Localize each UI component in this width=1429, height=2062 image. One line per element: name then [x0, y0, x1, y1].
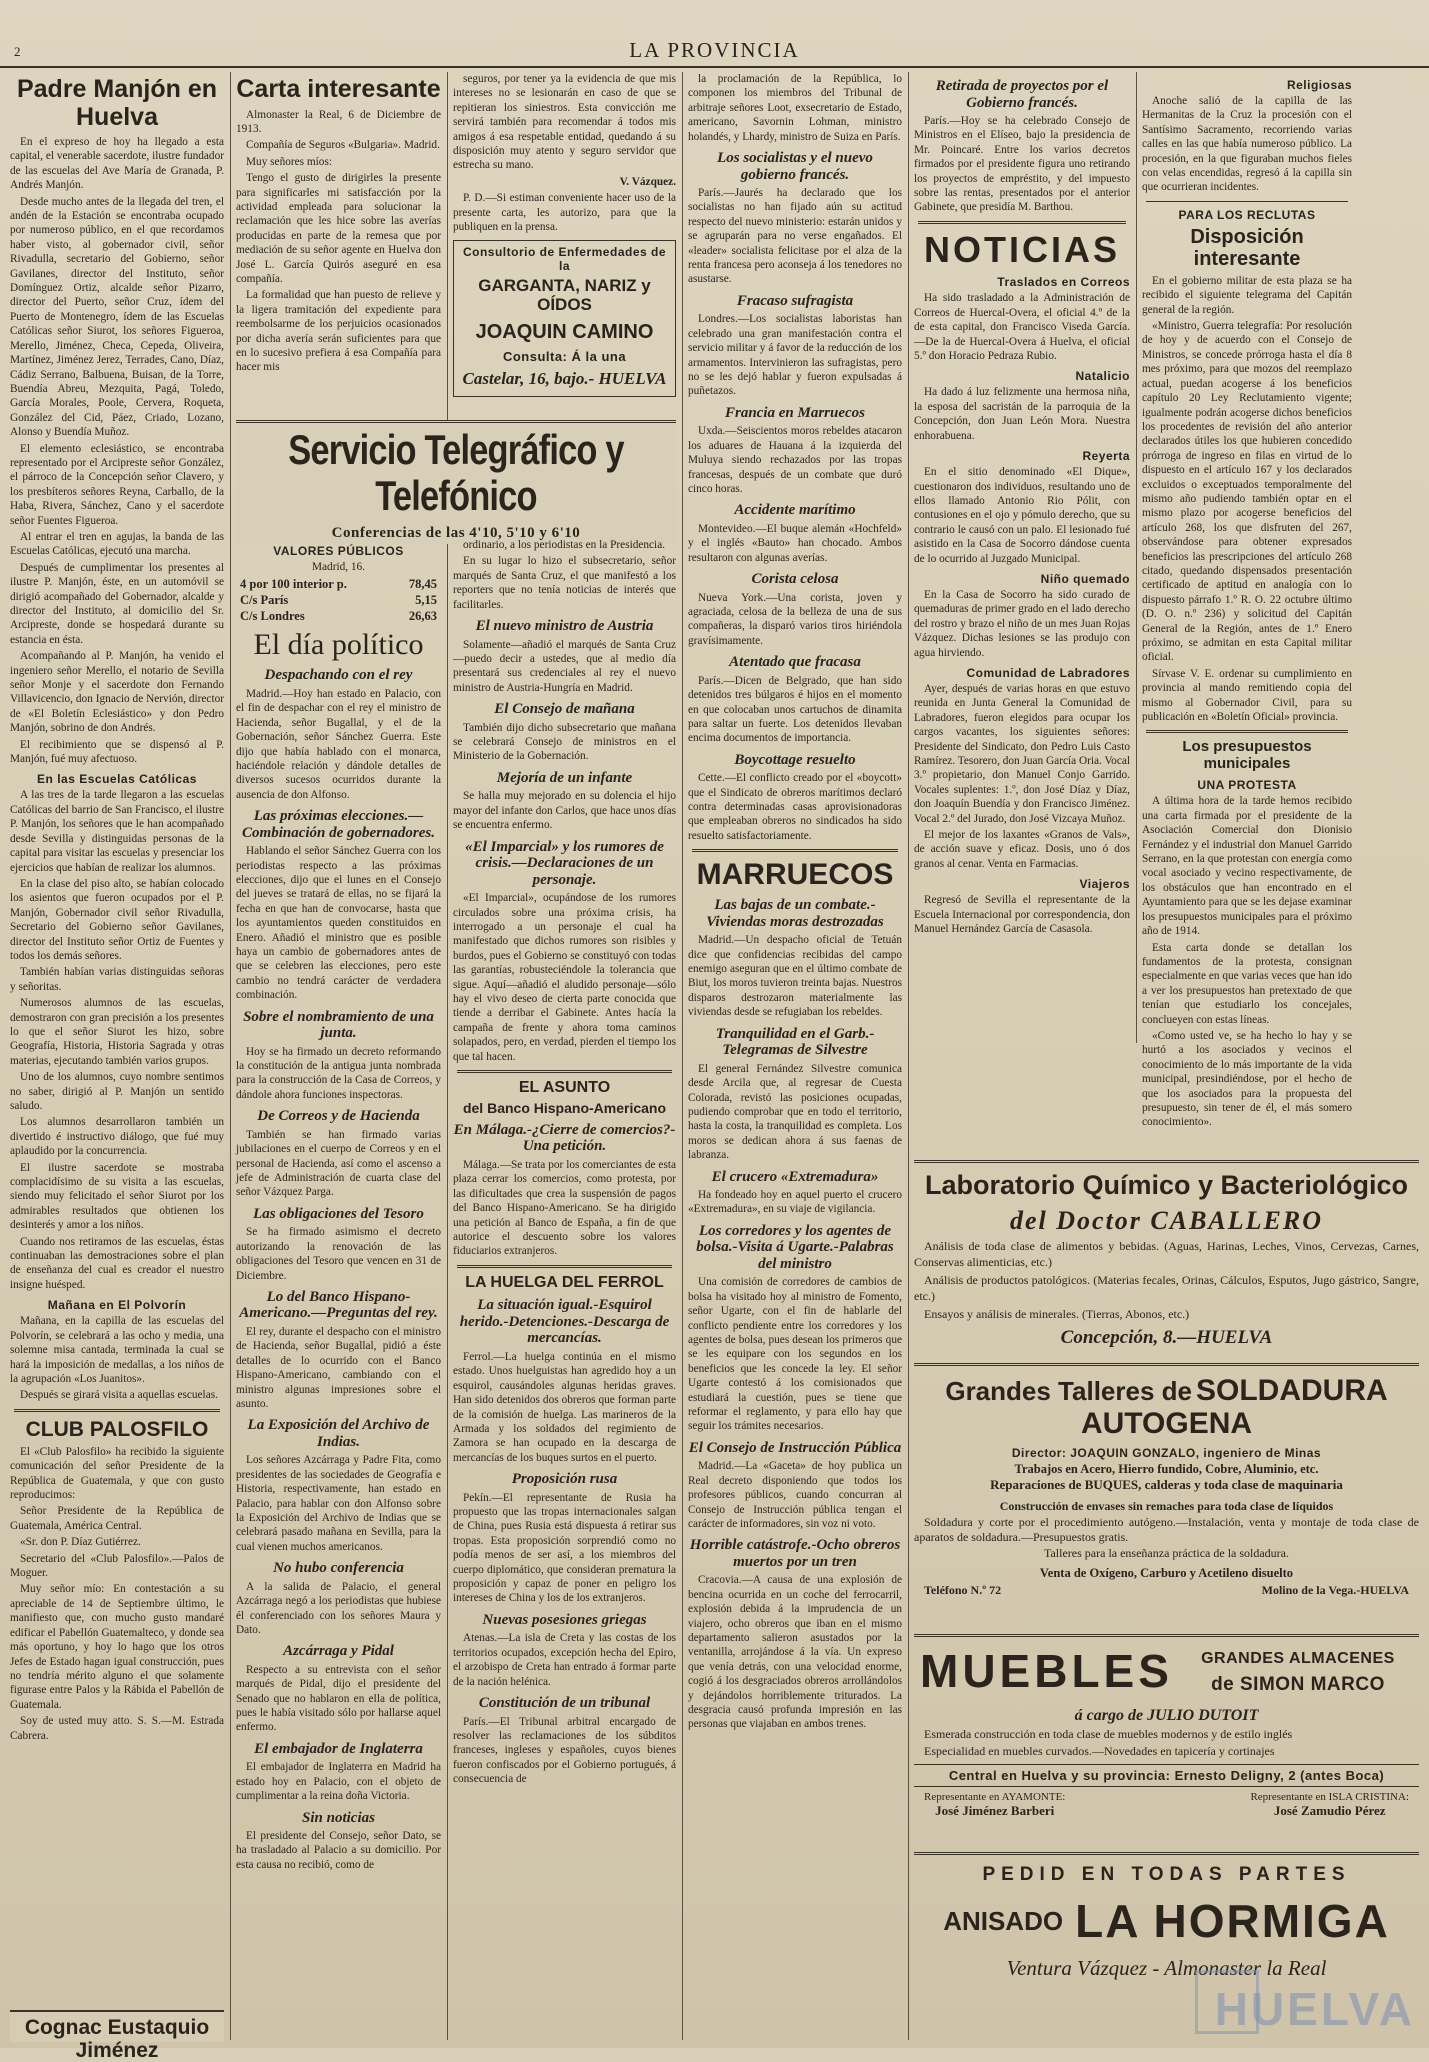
column-6 [1142, 72, 1352, 1129]
carta-cont: seguros, por tener ya la evidencia de que mis intereses no se lesionarán en caso de que se repitieran los siniestros. Esta convicción me servirá también para recomendar á todos mis amigos á esa respetable entidad, quedando á su disposición muy atento y seguro servidor que estrecha su mano. [453, 73, 676, 172]
section-heading: El crucero «Extremadura» [711, 1168, 879, 1185]
section-heading: La Exposición del Archivo de Indias. [247, 1417, 430, 1450]
paragraph: ordinario, a los periodistas en la Presidencia. [463, 539, 666, 551]
section-text: Hoy se ha firmado un decreto reformando la constitución de la antigua junta nombrada para la construcción de la Casa de Correos, y dándole ahora funciones inspectoras. [236, 1045, 441, 1101]
section-heading: El nuevo ministro de Austria [475, 618, 654, 635]
asunto-sub: del Banco Hispano-Americano [462, 1099, 667, 1116]
headline-carta: Carta interesante [236, 75, 441, 103]
section-text: Hablando el señor Sánchez Guerra con los periodistas respecto a las próximas elecciones, dijo que el lunes en el Consejo del jueves se tratará de ellas, no se fijará la fecha en que han de convocarse, hasta que los ayuntamientos queden constituidos en Enero. Añadió el ministro que es posible haya un cambio de gobernadores antes de que se celebren las elecciones, pero este cambio no tendrá carácter de verdadera combinación. [236, 845, 441, 1002]
section-heading: Tranquilidad en el Garb.-Telegramas de Silvestre [715, 1025, 875, 1059]
paragraph: En el expreso de hoy ha llegado a esta capital, el venerable sacerdote, ilustre fundador de las escuelas del Ave María de Granada, P. Andrés Manjón. [10, 136, 224, 192]
paragraph: Desde mucho antes de la llegada del tren, el andén de la Estación se encontraba ocupado por numeroso público, en el que recordamos haber visto, al gobernador civil, señor Rivadulla, secretario del Gobierno, señor Gavilanes, director del Instituto, señor Domínguez Ortiz, alcalde señor Pizarro, director del Puerto, señor Cruz, ídem del Puerto de Montenegro, ídem de las Escuelas Católicas señor Siurot, los señores Figueroa, Merello, Jiménez, Checa, Cepeda, Oliveira, Martínez, Jiménez Jerez, Terrades, Cano, Díaz, Cádiz Serrano, Balbuena, Buisan, de la Torre, Buendía Abreu, Mezquita, Pagá, Toledo, García Morales, Poole, Cervera, Roqueta, González del Cid, Páez, Criado, Lozano, Alonso y Buendía Muñoz. [10, 195, 224, 439]
section-heading: Atentado que fracasa [729, 654, 861, 671]
valores-row: C/s Londres 26,63 [240, 609, 437, 624]
section-heading: Lo del Banco Hispano-Americano.—Preguntas del rey. [239, 1288, 438, 1322]
reclutas-title: Disposición interesante [1190, 225, 1304, 270]
section-text: Se halla muy mejorado en su dolencia el hijo mayor del infante don Carlos, que hace unos días se encuentra enfermo. [453, 790, 676, 832]
section-heading: Azcárraga y Pidal [283, 1643, 394, 1660]
page-number: 2 [14, 44, 21, 59]
section-text: Cette.—El conflicto creado por el «boycott» que el Sindicato de obreros marítimos declaró contra determinadas casas aprovisionadoras que empleaban obreros no sindicados ha sido resuelto satisfactoriamente. [688, 772, 902, 842]
section-text: También se han firmado varias jubilaciones en el cuerpo de Correos y en el personal de Hacienda, así como el ascenso a jefe de Administración de cuarta clase del señor Vázquez Parga. [236, 1128, 441, 1199]
sub-polvorin: Mañana en El Polvorín [47, 1298, 187, 1313]
ad-laboratorio: Laboratorio Químico y Bacteriológico del Doctor CABALLERO Análisis de toda clase de alimentos y bebidas. (Aguas, Harinas, Leches, Vinos, Cervezas, Carnes, Conservas alimenticias, etc.) Análisis de productos patológicos. (Materias fecales, Orinas, Cálculos, Esputos, Jugo gástrico, Sangre, etc.) Ensayos y análisis de minerales. (Tierras, Abonos, etc.) Concepción, 8.—HUELVA [914, 1160, 1419, 1366]
section-text: Málaga.—Se trata por los comerciantes de esta plaza cerrar los comercios, como protesta, por las dificultades que crea la suspensión de pagos del Banco Hispano-Americano. Se ha dirigido una petición al Banco de España, a fin de que autorice el descuento sobre los valores fiduciarios extranjeros. [453, 1158, 676, 1258]
column-5 [914, 72, 1130, 1038]
section-heading: Nuevas posesiones griegas [482, 1611, 647, 1628]
paragraph: Esta carta donde se detallan los fundamentos de la protesta, consignan especialmente en que varias veces que han ido a ver los presupuestos han pretextado de que tenían que estudiarlo los concejales, conclueyen con estas líneas. [1142, 941, 1352, 1026]
section-heading: Las próximas elecciones.—Combinación de gobernadores. [242, 808, 435, 841]
paragraph: Numerosos alumnos de las escuelas, demostraron con gran precisión a los presentes lo que el señor Siurot les hizo, sobre Geografía, Historia, Historia Sagrada y otras materias, ejecutando también varios grupos. [10, 997, 224, 1067]
paragraph: Compañía de Seguros «Bulgaria». Madrid. [246, 139, 440, 152]
section-text: Uxda.—Seiscientos moros rebeldes atacaron los aduares de Hauana á la izquierda del Muluya siendo rechazados por las tropas francesas, después de un combate que duró cinco horas. [688, 425, 902, 495]
paragraph: Después de cumplimentar los presentes al ilustre P. Manjón, éste, en un automóvil se dirigió acompañado del Gobernador, alcalde y director del Instituto, al domicilio del Sr. Arcipreste, donde se hospedará durante su estancia en ésta. [10, 561, 224, 646]
section-heading: «El Imparcial» y los rumores de crisis.—Declaraciones de un personaje. [465, 838, 664, 888]
paragraph: Secretario del «Club Palosfilo».—Palos de Moguer. [10, 1552, 224, 1580]
section-text: El general Fernández Silvestre comunica desde Arcila que, al regresar de Cuesta Colorada, revistó las posiciones ocupadas, pudiendo comprobar que en todo el territorio, hasta la costa, la tranquilidad es completa. Los moros se dedican ahora á sus faenas de labranza. [688, 1062, 902, 1162]
section-text: Madrid.—Un despacho oficial de Tetuán dice que confidencias recibidas del campo enemigo aseguran que en el último combate de Biut, los moros tuvieron treinta bajas. Nuestros disparos destrozaron materialmente las viviendas desde se refugiaban los rebeldes. [688, 934, 902, 1019]
section-text: Los señores Azcárraga y Padre Fita, como presidentes de las sociedades de Geografía e Historia, respectivamente, han estado en Palacio, para hablar con don Alfonso sobre la Exposición del Archivo de Indias que se celebrará pasado mañana en Sevilla, para la cual vienen muchos americanos. [236, 1454, 441, 1553]
section-heading: Sin noticias [302, 1809, 375, 1826]
section-heading: Las obligaciones del Tesoro [253, 1205, 424, 1222]
paragraph: A las tres de la tarde llegaron a las escuelas Católicas del barrio de San Francisco, el ilustre P. Manjón, los señores que le han acompañado desde Sevilla y distinguidas personas de la capital para visitar las escuelas y presenciar los ejercicios que habían de realizar los alumnos. [10, 789, 224, 874]
section-heading: En Málaga.-¿Cierre de comercios?-Una petición. [453, 1121, 676, 1155]
noticia-heading: Viajeros [1079, 877, 1130, 892]
section-heading: Constitución de un tribunal [478, 1695, 651, 1712]
religiosas-head: Religiosas [1286, 78, 1352, 92]
paragraph: Muy señor mío: En contestación a su apreciable de 14 de Septiembre último, le manifiesto que, con mucho gusto mandaré edificar el Pabellón Guatemalteco, y donde sea más oportuno, y hoy lo hago que los otros Jefes de Estado hagan igual construcción, pues no tendría mérito alguno el que solamente figurase entre Palos y la Rábida el Pabellón de Guatemala. [10, 1583, 224, 1711]
section-text: París.—El Tribunal arbitral encargado de resolver las reclamaciones de los súbditos franceses, ingleses y españoles, cuyos bienes fueron confiscados por el Gobierno portugués, á consecuencia de [453, 1715, 676, 1786]
ad-muebles: MUEBLES GRANDES ALMACENES de SIMON MARCO á cargo de JULIO DUTOIT Esmerada construcción en toda clase de muebles modernos y de estilo inglés Especialidad en muebles curvados.—Novedades en tapicería y cortinajes Central en Huelva y su provincia: Ernesto Deligny, 2 (antes Boca) Representante en AYAMONTE: José Jiménez Barberi Representante en ISLA CRISTINA: José Zamudio Pérez [914, 1642, 1419, 1855]
section-heading: Corista celosa [751, 571, 839, 588]
section-heading: No hubo conferencia [273, 1560, 404, 1577]
carta-ps: P. D.—Si estiman conveniente hacer uso de la presente carta, les autorizo, para que la publiquen en la prensa. [453, 192, 676, 234]
noticia-text: El mejor de los laxantes «Granos de Vals», de acción suave y eficaz. Dosis, uno ó dos granos al cenar. Venta en Farmacias. [914, 829, 1130, 870]
ad-cognac: Cognac Eustaquio Jiménez [10, 2010, 224, 2042]
paragraph: Sírvase V. E. ordenar su cumplimiento en provincia al mando remitiendo copia del mismo al Gobernador Civil, para su publicación en «Boletín Oficial» provincia. [1142, 667, 1352, 724]
noticia-heading: Traslados en Correos [997, 275, 1130, 290]
retirada-head: Retirada de proyectos por el Gobierno francés. [935, 78, 1109, 111]
section-text: Montevideo.—El buque alemán «Hochfeld» y el inglés «Bauto» han chocado. Ambos resultaron con algunas averías. [688, 522, 902, 564]
valores-city: Madrid, 16. [311, 561, 366, 573]
noticia-heading: Natalicio [1075, 369, 1130, 384]
paragraph: «Como usted ve, se ha hecho lo hay y se hurtó a los asociados y vecinos el conocimiento de lo más importante de la vida municipal, presindiéndose, por el hecho de que los asociados para la propuesta del presupuesto, sin tener de él, el más somero conocimiento». [1142, 1029, 1352, 1129]
paragraph: Tengo el gusto de dirigirles la presente para significarles mi satisfacción por la actividad empleada para solucionar la reclamación que les hice sobre las averías producidas en parte de la remesa que por mediación de su señor agente en Huelva don José L. García Quirós aseguré en esa compañía. [236, 172, 441, 285]
newspaper-title: LA PROVINCIA [629, 38, 800, 62]
valores-title: VALORES PÚBLICOS [273, 544, 404, 558]
section-text: Se ha firmado asimismo el decreto autorizando la renovación de las obligaciones del Tesoro que vencen en 31 de Diciembre. [236, 1226, 441, 1282]
valores-row: 4 por 100 interior p. 78,45 [240, 577, 437, 592]
paragraph: Después se girará visita a aquellas escuelas. [20, 1389, 218, 1402]
section-text: Madrid.—Hoy han estado en Palacio, con el fin de despachar con el rey el ministro de Hacienda, señor Bugallal, y el de la Gobernación, señor Sánchez Guerra. Este dijo que había hablado con el monarca, haciéndole relación y dándole detalles de diversos sucesos ocurridos durante la ausencia de don Alfonso. [236, 687, 441, 801]
section-heading: Fracaso sufragista [736, 292, 854, 309]
archive-watermark: HUELVA [1214, 1983, 1415, 2035]
paragraph: La formalidad que han puesto de relieve y la ligera tramitación del expediente para reembolsarme de los perjuicios ocasionados por dicha avería serán suficientes para que en lo sucesivo prefiera á esa Compañía para hacer mis [236, 289, 441, 374]
section-heading: Los corredores y los agentes de bolsa.-Visita á Ugarte.-Palabras del ministro [696, 1222, 894, 1272]
ad-soldadura: Grandes Talleres de SOLDADURA AUTOGENA Director: JOAQUIN GONZALO, ingeniero de Minas Trabajos en Acero, Hierro fundido, Cobre, Aluminio, etc. Reparaciones de BUQUES, calderas y toda clase de maquinaria Construcción de envases sin remaches para toda clase de líquidos Soldadura y corte por el procedimiento autógeno.—Instalación, venta y montaje de toda clase de aparatos de soldadura.—Presupuestos gratis. Talleres para la enseñanza práctica de la soldadura. Venta de Oxígeno, Carburo y Acetileno disuelto Teléfono N.º 72 Molino de la Vega.-HUELVA [914, 1368, 1419, 1637]
section-text: Pekín.—El representante de Rusia ha propuesto que las tropas internacionales salgan de China, pues Rusia está dispuesta á retirar sus tropas. Esta proposición sorprendió como no podía menos de ser así, a los miembros del cuerpo diplomático, que consideran prematura la proposición y capaz de poner en peligro los intereses de China y los de los extranjeros. [453, 1491, 676, 1605]
section-heading: Proposición rusa [511, 1471, 618, 1488]
section-heading: Mejoría de un infante [496, 769, 633, 786]
section-text: París.—Jaurés ha declarado que los socialistas no han fijado aún su actitud respecto del nuevo ministerio: estarán unidos y se agruparán para no verse engañados. El «leader» socialista felicitase por el alza de la renta francesa pero aconseja á los tenedores no asustarse. [688, 187, 902, 286]
noticia-text: En el sitio denominado «El Dique», cuestionaron dos individuos, resultando uno de ellos llamado Antonio Rio Pólit, con contusiones en el ojo y pómulo derecho, que su contrario le causó con un palo. El lesionado fué asistido en la Casa de Socorro dándose cuenta de lo ocurrido al Juzgado Municipal. [914, 466, 1130, 565]
section-heading: Boycottage resuelto [734, 751, 856, 768]
paragraph: El elemento eclesiástico, se encontraba representado por el Arcipreste señor González, el párroco de la Concepción señor Clavero, y los presbíteros señores Reyna, Carballo, de la Haba, Rivera, Sánchez, Cano y el sacerdote señor Fuentes Figueroa. [10, 442, 224, 527]
noticia-text: Ha dado á luz felizmente una hermosa niña, la esposa del sacristán de la parroquia de la Concepción, don Juan León Mora. Nuestra enhorabuena. [914, 386, 1130, 442]
paragraph: Mañana, en la capilla de las escuelas del Polvorín, se celebrará a las ocho y media, una solemne misa cantada, terminada la cual se hará la imposición de medallas, a los niños de la agrupación «Los Juanitos». [10, 1315, 224, 1385]
column-4 [688, 72, 902, 2040]
paragraph: Soy de usted muy atto. S. S.—M. Estrada Cabrera. [10, 1715, 224, 1742]
asunto-title: EL ASUNTO [518, 1078, 611, 1096]
section-text: A la salida de Palacio, el general Azcárraga negó a los periodistas que hubiese él conferenciado con los señores Maura y Dato. [236, 1580, 441, 1636]
section-text: Londres.—Los socialistas laboristas han celebrado una gran manifestación contra el servicio militar y á favor de la reducción de los armamentos. Intervinieron las sufragistas, pero no se les dejó hablar y fueron expulsadas á puñetazos. [688, 313, 902, 398]
section-text: Atenas.—La isla de Creta y las costas de los territorios ocupados, excepción hecha del Epiro, el arzobispo de Creta han entrado á formar parte de la nación helénica. [453, 1632, 676, 1688]
religiosas-text: Anoche salió de la capilla de las Hermanitas de la Cruz la procesión con el Santísimo Sacramento, recorriendo varias calles en las que había numeroso público. La procesión, en la que figuraban muchos fieles con velas encendidas, regresó á la capilla sin que ocurrieran incidentes. [1142, 95, 1352, 194]
col4-top: la proclamación de la República, lo componen los miembros del Tribunal de arbitraje señores Loot, exsecretario de Estado, americano, Savornin Lohman, ministro holandés, y Lhardy, ministro de Suiza en París. [688, 73, 902, 143]
section-heading: Los socialistas y el nuevo gobierno francés. [717, 150, 873, 183]
ad-hormiga: PEDID EN TODAS PARTES ANISADO LA HORMIGA Ventura Vázquez - Almonaster la Real [943, 1864, 1390, 1980]
paragraph: El ilustre sacerdote se mostraba complacidísimo de su visita a las escuelas, siendo muy felicitado el señor Siurot por los admirables resultados que obtienen los desinterés y amor a los niños. [10, 1161, 224, 1232]
ad-consultorio: Consultorio de Enfermedades de la GARGANTA, NARIZ y OÍDOS JOAQUIN CAMINO Consulta: Á la una Castelar, 16, bajo.- HUELVA [453, 240, 676, 396]
section-heading: El Consejo de mañana [494, 701, 635, 718]
paragraph: «Ministro, Guerra telegrafía: Por resolución de hoy y de acuerdo con el Consejo de Ministros, se concede prórroga hasta el día 8 mes próximo, para que mozos del reemplazo actual, puedan acogerse á los beneficios capítulo 20 Ley Reclutamiento vigente; igualmente podrán acogerse dichos beneficios los procedentes de revisión del año anterior declarados útiles los que hubieren concedido prórroga de ingreso en filas en virtud de lo dispuesto en el artículo 167 y los declarados excluidos o exceptuados temporalmente del mismo año pudiendo también optar en el mismo plazo por acogerse beneficios del artículo 268, los que disfruten del 267, observándose para obtener expresados beneficios las prescripciones del artículo 268 citado, quedando dispensados presentación certificado de aptitud en analogía con lo dispuesto párrafo 1.º R. O. 22 octubre último (D. O. n.º 236) y solicitud del Capitán General de la Región, antes de 1.º Enero próximo, se admitan en esta Capital militar oficial. [1142, 320, 1352, 664]
paragraph: Señor Presidente de la República de Guatemala, América Central. [10, 1505, 224, 1532]
section-text: Nueva York.—Una corista, joven y agraciada, celosa de la belleza de una de sus compañeras, la disparó varios tiros hiriéndola gravísimamente. [688, 591, 902, 647]
retirada-text: París.—Hoy se ha celebrado Consejo de Ministros en el Elíseo, bajo la presidencia de Mr. Poincaré. Entre los varios decretos firmados por el presidente figura uno retirando los proyectos de empréstito, y del impuesto sobre las rentas, presentados por el anterior Gabinete, que presidía M. Barthou. [914, 115, 1130, 214]
section-text: El rey, durante el despacho con el ministro de Hacienda, señor Bugallal, pidió a éste detalles de lo ocurrido con el Banco Hispano-Americano, cambiando con el ministro algunas impresiones sobre el asunto. [236, 1325, 441, 1410]
valores-table [236, 576, 441, 624]
protesta-head: UNA PROTESTA [1197, 778, 1297, 793]
noticia-heading: Niño quemado [1040, 571, 1130, 586]
paragraph: También habían varias distinguidas señoras y señoritas. [10, 966, 224, 993]
paragraph: Los alumnos desarrollaron también un divertido é instructivo diálogo, que fué muy aplaudido por la concurrencia. [10, 1116, 224, 1158]
section-text: «El Imparcial», ocupándose de los rumores circulados sobre una próxima crisis, ha interrogado a un personaje el cual ha manifestado que dichos rumores son risibles y burdos, pues el Gobierno se constituyó con todas las garantías, robusteciéndole la tolerancia que sigue. Aquí—añadió el aludido personaje—sólo hay el vivo deseo de cierta parte conocida que tiende a derribar el Gabinete. Antes hacía la campaña de frente y ahora toma caminos solapados, pero, en verdad, pierden el tiempo los que tal hacen. [453, 892, 676, 1063]
section-heading: Las bajas de un combate.-Viviendas moras destrozadas [706, 897, 884, 930]
section-heading: Sobre el nombramiento de una junta. [243, 1008, 434, 1042]
paragraph: A última hora de la tarde hemos recibido una carta firmada por el presidente de la Asociación Comercial don Dionisio Fernández y el industrial don Manuel Garrido Serrano, en la que protestan con energía como vocal asociado y vecino respectivamente, de los obstáculos que han encontrado en el Ayuntamiento para que se les dejase examinar los presupuestos municipales para el próximo año de 1914. [1142, 795, 1352, 938]
section-heading: De Correos y de Hacienda [257, 1108, 420, 1125]
paragraph: En su lugar lo hizo el subsecretario, señor marqués de Santa Cruz, el que manifestó a los reporters que no tenía noticias de interés que facilitarles. [453, 555, 676, 611]
section-text: Ha fondeado hoy en aquel puerto el crucero «Extremadura», en su viaje de vigilancia. [688, 1189, 902, 1216]
noticia-text: En la Casa de Socorro ha sido curado de quemaduras de primer grado en el lado derecho del rostro y brazo el niño de un mes Juan Rojas Vázquez. Dichas lesiones se las produjo con agua hirviendo. [914, 588, 1130, 659]
headline-servicio: Servicio Telegráfico y Telefónico [288, 426, 624, 520]
section-heading: Despachando con el rey [264, 667, 413, 684]
paragraph: En la clase del piso alto, se habían colocado los asientos que fueron ocupados por el P. Manjón, Gobernador civil señor Rivadulla, Secretario del Gobierno señor Gavilanes, director del Instituto señor Ortiz de Fuentes y todos los demás señores. [10, 877, 224, 962]
section-text: Cracovia.—A causa de una explosión de bencina ocurrida en un coche del ferrocarril, explosión debida á la imprudencia de un viajero, ocho obreros que iban en el mismo departamento salieron asustados por la ventanilla, arrojándose á la vía. Un expreso que venía detrás, con una velocidad enorme, cogió á los desgraciados obreros arrollándolos y dejándolos horriblemente triturados. La desgracia causó profunda impresión en las personas que viajaban en ambos trenes. [688, 1574, 902, 1731]
section-text: París.—Dicen de Belgrado, que han sido detenidos tres búlgaros é hijos en el momento en que colocaban unos cartuchos de dinamita para saltar un fuerte. Los detenidos llevaban encima documentos de importancia. [688, 674, 902, 745]
paragraph: Al entrar el tren en agujas, la banda de las Escuelas Católicas, ejecutó una marcha. [10, 530, 224, 558]
paragraph: «Sr. don P. Díaz Gutiérrez. [20, 1536, 141, 1549]
headline-manjon: Padre Manjón en Huelva [16, 75, 218, 131]
section-text: El embajador de Inglaterra en Madrid ha estado hoy en Palacio, con el objeto de cumplimentar a la reina doña Victoria. [236, 1761, 441, 1803]
masthead [0, 36, 1429, 68]
paragraph: Muy señores míos: [246, 155, 332, 168]
noticia-text: Ayer, después de varias horas en que estuvo reunida en Junta General la Comunidad de Labradores, fueron elegidos para ocupar los cargos vacantes, los siguientes señores: Presidente del Sindicato, don Pedro Luis Casto Ramírez. Tesorero, don Juan García Oria. Vocal 3.º propietario, don Manuel Conjo Garrido. Vocales suplentes: 1.º, don José Díaz y Díaz, don Joaquín Buendía y don Francisco Jiménez. Vocal 2.º del Jurado, don José Vizcaya Muñoz. [914, 682, 1130, 825]
section-text: Una comisión de corredores de cambios de bolsa ha visitado hoy al ministro de Fomento, señor Ugarte, con el fin de hablarle del conflicto pendiente entre los corredores y los agentes de bolsa, pues desean los primeros que se les equipare con los segundos en los beneficios que les concede la ley. El señor Ugarte contestó á los comisionados que estudiará la cuestión, pues se tiene que reformar el reglamento, y para ello hay que seguir los trámites necesarios. [688, 1276, 902, 1433]
section-text: Respecto a su entrevista con el señor marqués de Pidal, dijo el presidente del Senado que no hablaron en ella de política, pues le había visitado sólo por hallarse aquel enfermo. [236, 1663, 441, 1734]
ferrol-title: LA HUELGA DEL FERROL [465, 1273, 664, 1291]
presupuestos-title: Los presupuestos municipales [1182, 738, 1312, 772]
paragraph: Acompañando al P. Manjón, ha venido el ingeniero señor Merello, el notario de Sevilla señor Monje y el sacerdote don Fernando Villavicencio, don Ignacio de Nervión, director de «El Boletín Eclesiástico» y don Pedro Manjón, sobrino de don Andrés. [10, 650, 224, 735]
section-text: Madrid.—La «Gaceta» de hoy publica un Real decreto disponiendo que todos los profesores públicos, cuando concurran al Consejo de Instrucción pública tengan el carácter de informadores, sin voz ni voto. [688, 1460, 902, 1530]
paragraph: Cuando nos retiramos de las escuelas, éstas continuaban las demostraciones sobre el plan de enseñanza del cual es creador el nuestro insigne huésped. [10, 1235, 224, 1291]
section-heading: El embajador de Inglaterra [254, 1740, 423, 1757]
section-text: El presidente del Consejo, señor Dato, se ha trasladado al Palacio a su domicilio. Por esta causa no recibió, como de [236, 1830, 441, 1871]
headline-noticias: NOTICIAS [923, 228, 1120, 270]
section-heading: Francia en Marruecos [724, 404, 866, 421]
column-2-lower [236, 538, 441, 2040]
section-heading: El Consejo de Instrucción Pública [688, 1439, 902, 1456]
headline-palosfilo: CLUB PALOSFILO [25, 1417, 209, 1441]
section-text: También dijo dicho subsecretario que mañana se celebrará Consejo de ministros en el Ministerio de la Gobernación. [453, 721, 676, 763]
paragraph: Uno de los alumnos, cuyo nombre sentimos no saber, dirigió al P. Manjón un sentido saludo. [10, 1071, 224, 1112]
valores-row: C/s París 5,15 [240, 593, 437, 608]
section-text: Ferrol.—La huelga continúa en el mismo estado. Unos huelguistas han agredido hoy a un esquirol, causándoles algunas heridas graves. Han sido detenidos dos obreros que forman parte de la comisión de huelga. Las marineros de la Armada y los soldados del regimiento de Zamora se han ocupado en la descarga de mercancías de los buques surtos en el puerto. [453, 1350, 676, 1464]
paragraph: Almonaster la Real, 6 de Diciembre de 1913. [236, 108, 441, 135]
section-heading: Horrible catástrofe.-Ocho obreros muertos por un tren [689, 1537, 901, 1570]
noticia-heading: Comunidad de Labradores [966, 665, 1130, 680]
paragraph: El recibimiento que se dispensó al P. Manjón, fué muy afectuoso. [10, 738, 224, 766]
headline-politico: El día político [253, 628, 424, 662]
section-text: Solamente—añadió el marqués de Santa Cruz—puedo decir a ustedes, que al medio día presentará sus credenciales al rey el nuevo ministro de Austria-Hungría en Madrid. [453, 638, 676, 694]
section-heading: Accidente marítimo [734, 502, 856, 519]
noticia-heading: Reyerta [1082, 449, 1130, 464]
reclutas-head: PARA LOS RECLUTAS [1178, 207, 1316, 222]
column-3-lower [453, 538, 676, 2040]
noticia-text: Ha sido trasladado a la Administración de Correos de Huercal-Overa, el oficial 4.º de la de esta capital, don Francisco Viseda García. —De la de Huercal-Overa á Huelva, el oficial 5.º don Horacio Pedraza Rubio. [914, 292, 1130, 363]
section-heading: La situación igual.-Esquirol herido.-Detenciones.-Descarga de mercancías. [459, 1297, 670, 1347]
paragraph: El «Club Palosfilo» ha recibido la siguiente comunicación del señor Presidente de la República de Guatemala, y que con gusto reproducimos: [10, 1445, 224, 1502]
sub-escuelas: En las Escuelas Católicas [37, 772, 197, 787]
headline-marruecos: MARRUECOS [696, 858, 894, 892]
conferencias: Conferencias de las 4'10, 5'10 y 6'10 [331, 525, 581, 542]
column-1 [10, 72, 224, 2040]
carta-sign: V. Vázquez. [619, 175, 676, 188]
paragraph: En el gobierno militar de esta plaza se ha recibido el siguiente telegrama del Capitán general de la región. [1142, 274, 1352, 316]
noticia-text: Regresó de Sevilla el representante de la Escuela Internacional por correspondencia, don Manuel Hernández García de Casasola. [914, 894, 1130, 936]
